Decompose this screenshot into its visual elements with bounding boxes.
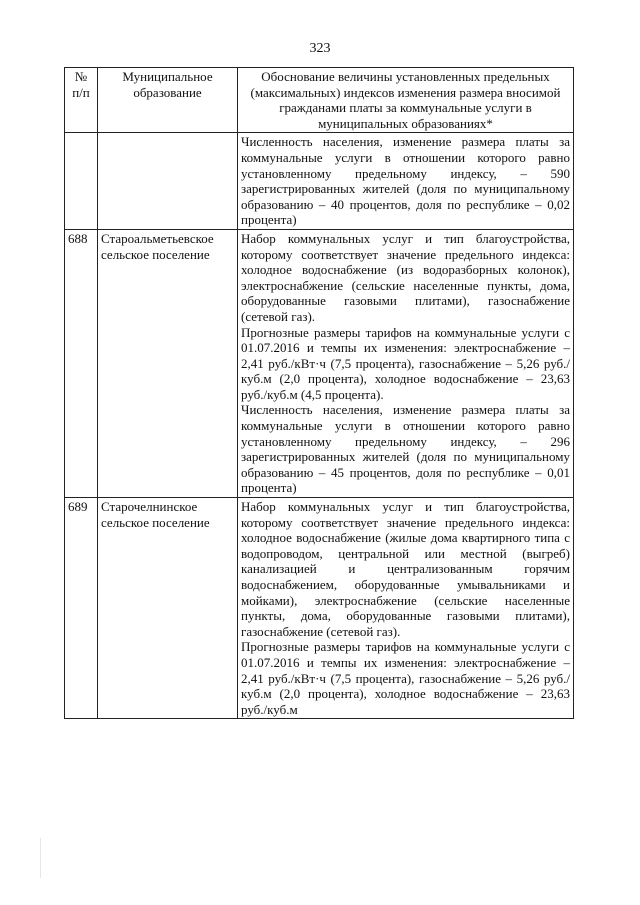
row-number bbox=[65, 133, 98, 230]
header-justification: Обоснование величины установленных предельных (максимальных) индексов изменения размера вносимой гражданами платы за коммунальные услуги в муниципальных образованиях* bbox=[238, 68, 574, 133]
justification-paragraph: Численность населения, изменение размера платы за коммунальные услуги в отношении которого равно установленному предельному индексу, – 296 зарегистрированных жителей (доля по муниципальному образованию – 45 процентов, доля по республике – 0,01 процента) bbox=[241, 402, 570, 496]
scan-artifact-line bbox=[40, 838, 41, 878]
justification-paragraph: Набор коммунальных услуг и тип благоустройства, которому соответствует значение предельного индекса: холодное водоснабжение (жилые дома квартирного типа с водопроводом, центральной или местной (выгреб) канализацией и централизованным горячим водоснабжением, оборудованные умывальниками и мойками), электроснабжение (сельские населенные пункты, дома, оборудованные газовыми плитами), газоснабжение (сетевой газ). bbox=[241, 499, 570, 639]
table-row bbox=[65, 133, 574, 230]
page-number: 323 bbox=[309, 41, 331, 56]
justification-paragraph: Прогнозные размеры тарифов на коммунальные услуги с 01.07.2016 и темпы их изменения: электроснабжение – 2,41 руб./кВт·ч (7,5 процента), газоснабжение – 5,26 руб./куб.м (2,0 процента), холодное водоснабжение – 23,63 руб./куб.м (4,5 процента). bbox=[241, 324, 570, 402]
table-header-row bbox=[65, 68, 574, 133]
row-justification bbox=[238, 229, 574, 497]
justification-paragraph: Численность населения, изменение размера платы за коммунальные услуги в отношении которого равно установленному предельному индексу, – 590 зарегистрированных жителей (доля по муниципальному образованию – 40 процентов, доля по республике – 0,02 процента) bbox=[241, 134, 570, 228]
header-number: № п/п bbox=[65, 68, 98, 133]
row-number: 688 bbox=[65, 229, 98, 497]
table-row bbox=[65, 498, 574, 719]
row-municipality: Староальметьевское сельское поселение bbox=[98, 229, 238, 497]
justification-paragraph: Прогнозные размеры тарифов на коммунальные услуги с 01.07.2016 и темпы их изменения: электроснабжение – 2,41 руб./кВт·ч (7,5 процента), газоснабжение – 5,26 руб./куб.м (2,0 процента), холодное водоснабжение – 23,63 руб./куб.м bbox=[241, 639, 570, 717]
row-municipality bbox=[98, 133, 238, 230]
row-municipality: Старочелнинское сельское поселение bbox=[98, 498, 238, 719]
row-justification bbox=[238, 498, 574, 719]
row-number: 689 bbox=[65, 498, 98, 719]
header-municipality: Муниципальное образование bbox=[98, 68, 238, 133]
table-row bbox=[65, 229, 574, 497]
tariff-index-table bbox=[64, 67, 574, 719]
row-justification bbox=[238, 133, 574, 230]
justification-paragraph: Набор коммунальных услуг и тип благоустройства, которому соответствует значение предельного индекса: холодное водоснабжение (из водоразборных колонок), электроснабжение (сельские населенные пункты, дома, оборудованные газовыми плитами), газоснабжение (сетевой газ). bbox=[241, 230, 570, 324]
